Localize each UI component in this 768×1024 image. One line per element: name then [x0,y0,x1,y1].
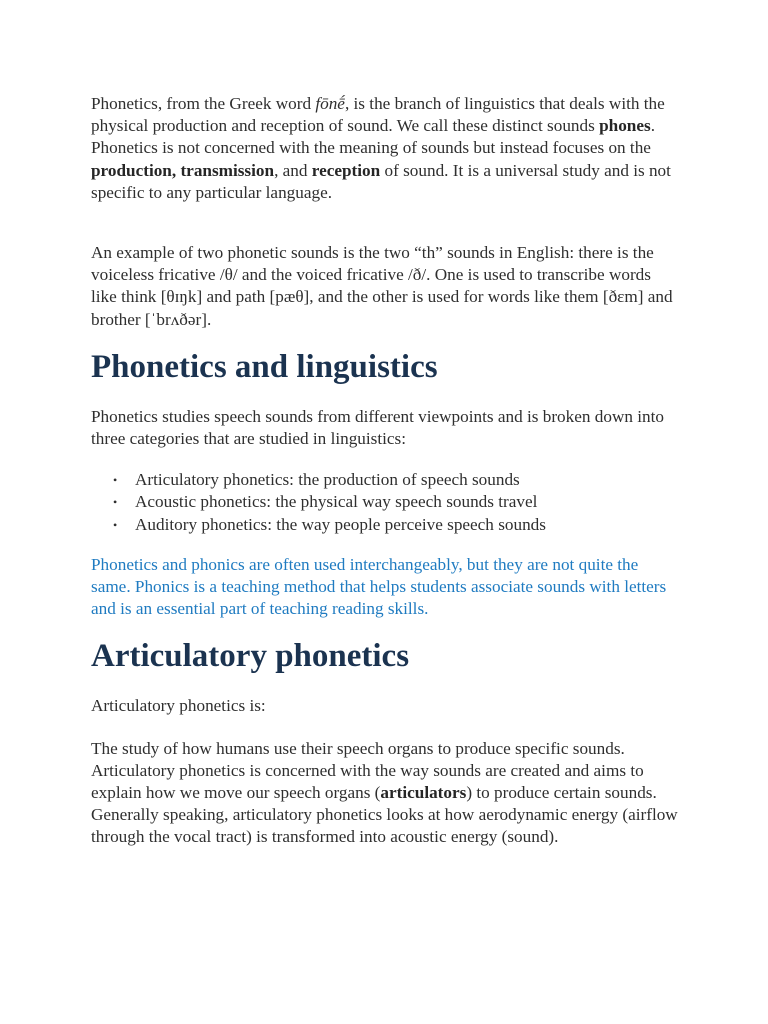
phonics-note-paragraph: Phonetics and phonics are often used interchangeably, but they are not quite the same. Phonics is a teaching method that helps students associate sounds with letters and is an essential part of teaching reading skills. [91,554,667,619]
heading-articulatory-phonetics: Articulatory phonetics [91,638,410,675]
example-paragraph: An example of two phonetic sounds is the two “th” sounds in English: there is the voiceless fricative /θ/ and the voiced fricative /ð/. One is used to transcribe words like think [θɪŋk] and path [pæθ], and the other is used for words like them [ðɛm] and brother [ˈbrʌðər]. [91,243,673,329]
bullet-icon: • [113,517,118,532]
term-phones: phones [599,116,651,136]
term-production-transmission: production, transmission [91,160,275,180]
bullet-icon: • [113,473,118,488]
articulatory-lead: Articulatory phonetics is: [91,696,266,716]
articulatory-definition-paragraph: The study of how humans use their speech organs to produce specific sounds. Articulatory phonetics is concerned with the way sounds are created and aims to explain how we move our speech organs (articulators) to produce certain sounds. Generally speaking, articulatory phonetics looks at how aerodynamic energy (airflow through the vocal tract) is transformed into acoustic energy (sound). [91,738,678,847]
bullet-icon: • [113,495,118,510]
greek-word: fōnḗ [315,94,345,113]
list-item: • Auditory phonetics: the way people perceive speech sounds [135,514,681,536]
term-reception: reception [311,160,381,180]
list-item: • Acoustic phonetics: the physical way speech sounds travel [135,491,681,513]
categories-list [91,469,681,536]
term-articulators: articulators [380,783,467,803]
document-page [91,93,681,849]
intro-paragraph: Phonetics, from the Greek word fōnḗ, is the branch of linguistics that deals with the physical production and reception of sound. We call these distinct sounds phones. Phonetics is not concerned with the meaning of sounds but instead focuses on the production, transmission, and reception of sound. It is a universal study and is not specific to any particular language. [91,94,671,202]
linguistics-intro-paragraph: Phonetics studies speech sounds from different viewpoints and is broken down into three categories that are studied in linguistics: [91,406,664,449]
list-item: • Articulatory phonetics: the production of speech sounds [135,469,681,491]
heading-phonetics-and-linguistics: Phonetics and linguistics [91,348,438,385]
